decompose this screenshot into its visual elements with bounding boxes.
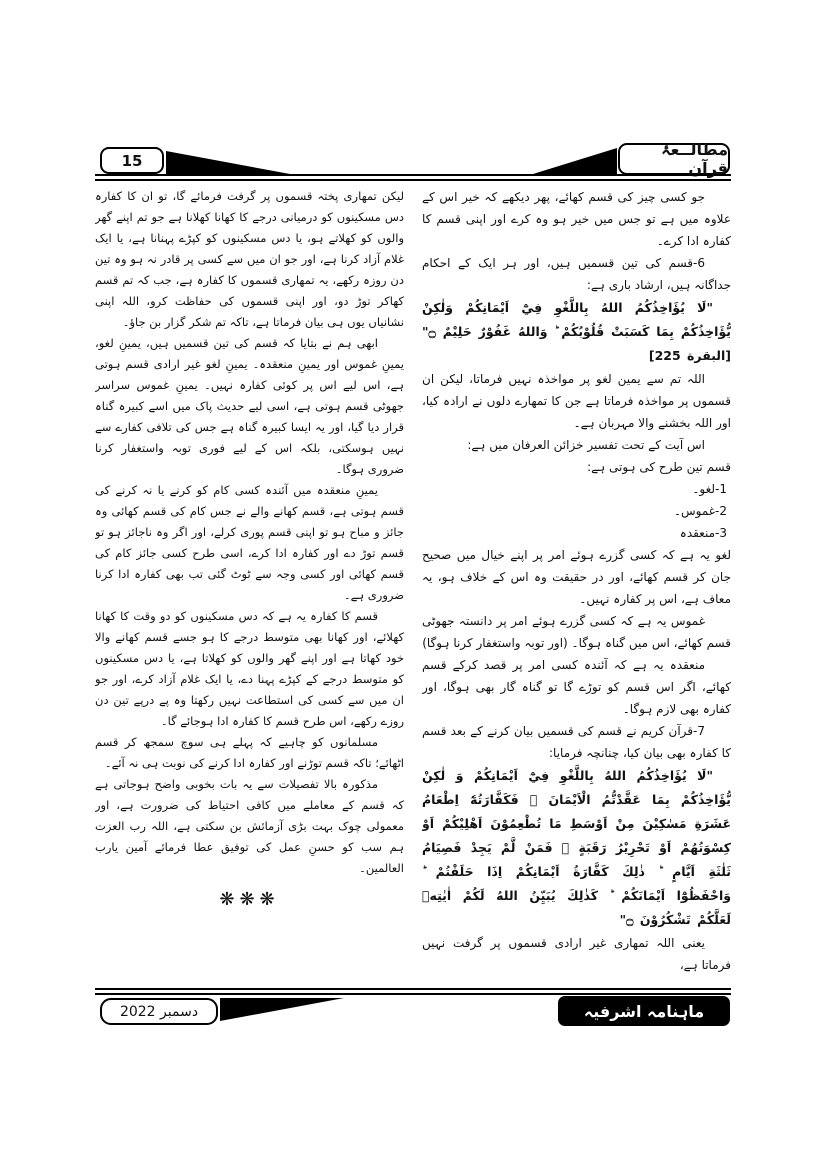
paragraph: اللہ تم سے یمین لغو پر مواخذہ نہیں فرماتا، لیکن ان قسموں پر مواخذہ فرماتا ہے جن کا تمھارے دلوں نے ارادہ کیا، اور اللہ بخشنے والا مہربان ہے۔: [422, 372, 731, 430]
list-item: 3-منعقدہ: [679, 526, 727, 540]
list-item: 1-لغو۔: [692, 482, 727, 496]
magazine-name-box: [558, 996, 730, 1026]
header-title-box: [618, 140, 730, 178]
paragraph: اس آیت کے تحت تفسیر خزائن العرفان میں ہے:: [467, 438, 705, 452]
quran-verse-kaffarah: "لَا يُؤَاخِذُكُمُ اللهُ بِاللَّغْوِ فِيْٓ اَيْمَانِكُمْ وَ لٰكِنْ يُّؤَاخِذُكُمْ بِمَا عَقَّدْتُّمُ الْاَيْمَانَ ۚ فَكَفَّارَتُهٗٓ اِطْعَامُ عَشَرَةِ مَسٰكِيْنَ مِنْ اَوْسَطِ مَا تُطْعِمُوْنَ اَهْلِيْكُمْ اَوْ كِسْوَتُهُمْ اَوْ تَحْرِيْرُ رَقَبَةٍ ۚ فَمَنْ لَّمْ يَجِدْ فَصِيَامُ ثَلٰثَةِ اَيَّامٍ ؕ ذٰلِكَ كَفَّارَةُ اَيْمَانِكُمْ اِذَا حَلَفْتُمْ ؕ وَاحْفَظُوْٓا اَيْمَانَكُمْ ؕ كَذٰلِكَ يُبَيِّنُ اللهُ لَكُمْ اٰيٰتِهٖ لَعَلَّكُمْ تَشْكُرُوْنَ ۝": [422, 768, 731, 927]
header-right-triangle-icon: [533, 148, 617, 174]
quran-verse-baqarah-225: "لَا يُؤَاخِذُكُمُ اللهُ بِاللَّغْوِ فِيْٓ اَيْمَانِكُمْ وَلٰكِنْ يُّؤَاخِذُكُمْ بِمَا كَسَبَتْ قُلُوْبُكُمْ ؕ وَاللهُ غَفُوْرٌ حَلِيْمٌ ۝" [البقرة 225]: [422, 300, 731, 363]
paragraph: لیکن تمھاری پختہ قسموں پر گرفت فرمائے گا، تو ان کا کفارہ دس مسکینوں کو درمیانی درجے کا کھانا کھلانا ہے جو تم اپنے گھر والوں کو کھلاتے ہو، یا دس مسکینوں کو کپڑے پہنانا ہے، یا ایک غلام آزاد کرنا ہے، اور جو ان میں سے کسی پر قادر نہ ہو وہ تین دن روزہ رکھے، یہ تمھاری قسموں کا کفارہ ہے، جب کہ تم قسم کھاکر توڑ دو، اور اپنی قسموں کی حفاظت کرو، اللہ اپنی نشانیاں یوں ہی بیان فرماتا ہے، تاکہ تم شکر گزار بن جاؤ۔: [95, 189, 404, 329]
paragraph: لغو یہ ہے کہ کسی گزرے ہوئے امر پر اپنے خیال میں صحیح جان کر قسم کھائے، اور در حقیقت وہ اس کے خلاف ہو، یہ معاف ہے، اس پر کفارہ نہیں۔: [422, 548, 731, 606]
article-body: [95, 186, 731, 986]
paragraph: یمینِ منعقدہ میں آئندہ کسی کام کو کرنے یا نہ کرنے کی قسم ہوتی ہے، قسم کھانے والے نے جس کام کی قسم کھائی وہ جائز و مباح ہو تو اپنی قسم پوری کرلے، اور اگر وہ ناجائز ہو تو قسم توڑ دے اور کفارہ ادا کرے، اسی طرح کسی جائز کام کی قسم کھائی اور کسی وجہ سے ٹوٹ گئی تب بھی کفارہ ادا کرنا ضروری ہے۔: [95, 483, 404, 602]
paragraph: قسم تین طرح کی ہوتی ہے:: [587, 460, 731, 474]
page-number: 15: [121, 151, 143, 170]
paragraph: 7-قرآن کریم نے قسم کی قسمیں بیان کرنے کے بعد قسم کا کفارہ بھی بیان کیا، چنانچہ فرمایا:: [422, 724, 731, 760]
footer-triangle-icon: [220, 998, 344, 1021]
header-rule: [95, 174, 731, 181]
paragraph: مسلمانوں کو چاہیے کہ پہلے ہی سوچ سمجھ کر قسم اٹھائے؛ تاکہ قسم توڑنے اور کفارہ ادا کرنے کی نوبت ہی نہ آئے۔: [95, 735, 404, 770]
magazine-name: ماہنامہ اشرفیہ: [583, 1001, 705, 1021]
list-item: 2-غموس۔: [673, 504, 727, 518]
paragraph: مذکورہ بالا تفصیلات سے یہ بات بخوبی واضح ہوجاتی ہے کہ قسم کے معاملے میں کافی احتیاط کی ضرورت ہے، اور معمولی چوک بہت بڑی آزمائش بن سکتی ہے، اللہ رب العزت ہم سب کو حسنِ عمل کی توفیق عطا فرمائے آمین یارب العالمین۔: [95, 777, 404, 875]
paragraph: جو کسی چیز کی قسم کھائے، پھر دیکھے کہ خیر اس کے علاوہ میں ہے تو جس میں خیر ہو وہ کرے اور اپنی قسم کا کفارہ ادا کرے۔: [422, 190, 731, 248]
page-title: مطالــعۂ قرآن: [661, 140, 728, 178]
paragraph: 6-قسم کی تین قسمیں ہیں، اور ہر ایک کے احکام جداگانہ ہیں، ارشاد باری ہے:: [422, 256, 731, 292]
paragraph: یعنی اللہ تمھاری غیر ارادی قسموں پر گرفت نہیں فرماتا ہے،: [422, 936, 731, 972]
paragraph: منعقدہ یہ ہے کہ آئندہ کسی امر پر قصد کرکے قسم کھائے، اگر اس قسم کو توڑے گا تو گناہ گار بھی ہوگا، اور کفارہ بھی لازم ہوگا۔: [422, 658, 731, 716]
page-number-box: [100, 147, 164, 174]
column-left: [95, 186, 404, 986]
paragraph: قسم کا کفارہ یہ ہے کہ دس مسکینوں کو دو وقت کا کھانا کھلائے، اور کھانا بھی متوسط درجے کا ہو جسے قسم کھانے والا خود کھاتا ہے اور اپنے گھر والوں کو کھلاتا ہے، یا دس مسکینوں کو متوسط درجے کے کپڑے پہنا دے، یا ایک غلام آزاد کرے، اور جو ان میں سے کسی کی استطاعت نہیں رکھتا وہ پے درپے تین دن روزے رکھے، اس طرح قسم کا کفارہ ادا ہوجائے گا۔: [95, 609, 404, 728]
issue-date: دسمبر 2022: [119, 1003, 199, 1020]
paragraph: غموس یہ ہے کہ کسی گزرے ہوئے امر پر دانستہ جھوٹی قسم کھائے، اس میں گناہ ہوگا۔ (اور توبہ واستغفار کرنا ہوگا): [422, 614, 731, 650]
column-right: [422, 186, 731, 986]
end-of-article-ornament-icon: ❋❋❋: [219, 889, 280, 910]
header-left-triangle-icon: [166, 151, 290, 174]
paragraph: ابھی ہم نے بتایا کہ قسم کی تین قسمیں ہیں، یمینِ لغو، یمینِ غموس اور یمینِ منعقدہ۔ یمینِ لغو غیر ارادی قسم ہوتی ہے، اس لیے اس پر کوئی کفارہ نہیں۔ یمینِ غموس سراسر جھوٹی قسم ہوتی ہے، اسی لیے حدیث پاک میں اسے کبیرہ گناہ قرار دیا گیا، اور یہ ایسا کبیرہ گناہ ہے جس کی تلافی کفارے سے نہیں ہوسکتی، بلکہ اس کے لیے فوری توبہ واستغفار کرنا ضروری ہوگا۔: [95, 336, 404, 476]
footer-date-box: [100, 998, 218, 1025]
footer-rule: [95, 988, 731, 995]
